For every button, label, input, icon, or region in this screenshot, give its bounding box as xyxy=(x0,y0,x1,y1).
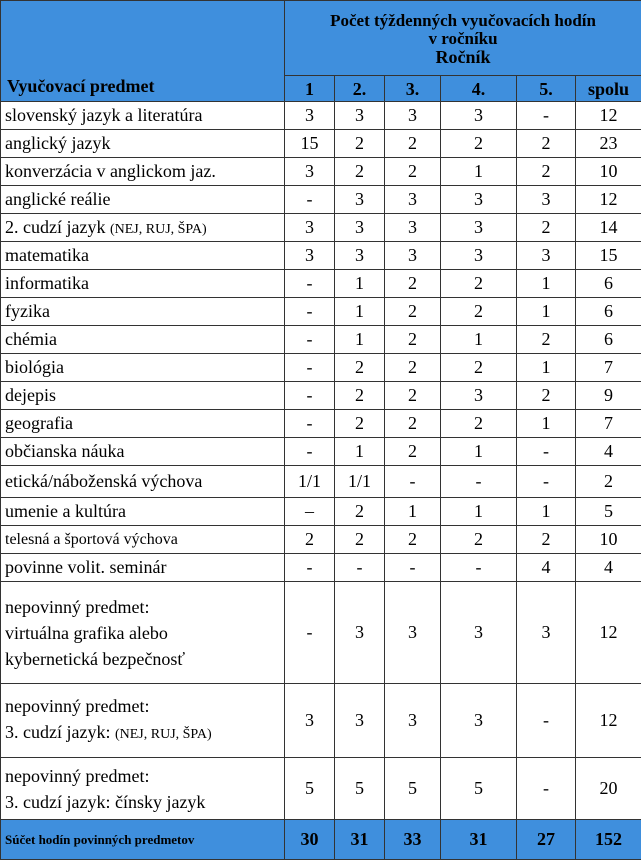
value-cell: 15 xyxy=(576,242,641,270)
subject-cell xyxy=(1,242,285,270)
value-cell: 3 xyxy=(285,158,335,186)
value-cell: 3 xyxy=(285,102,335,130)
value-cell: 3 xyxy=(335,582,385,684)
optional-row xyxy=(1,684,641,758)
table-row xyxy=(1,186,641,214)
value-cell: 12 xyxy=(576,684,641,758)
value-cell: 2 xyxy=(335,498,385,526)
value-cell: - xyxy=(335,554,385,582)
col-header-3: 3. xyxy=(385,76,441,102)
optional-subject-rows xyxy=(1,582,641,820)
table-row xyxy=(1,438,641,466)
table-row xyxy=(1,554,641,582)
value-cell: 2 xyxy=(385,130,441,158)
table-row xyxy=(1,270,641,298)
table-row xyxy=(1,410,641,438)
col-header-4: 4. xyxy=(441,76,517,102)
subject-name: občianska náuka xyxy=(5,441,124,461)
value-cell: 9 xyxy=(576,382,641,410)
value-cell: 1 xyxy=(335,270,385,298)
value-cell: - xyxy=(285,186,335,214)
value-cell: 2 xyxy=(441,354,517,382)
value-cell: 3 xyxy=(441,382,517,410)
subject-name: anglické reálie xyxy=(5,189,110,209)
subject-name: umenie a kultúra xyxy=(5,501,126,521)
value-cell: 2 xyxy=(335,158,385,186)
value-cell: 2 xyxy=(517,382,576,410)
subject-cell xyxy=(1,130,285,158)
table-row xyxy=(1,382,641,410)
optional-subject-cell xyxy=(1,758,285,820)
value-cell: 2 xyxy=(385,270,441,298)
value-cell: - xyxy=(285,438,335,466)
subject-rows xyxy=(1,102,641,582)
subject-cell xyxy=(1,354,285,382)
value-cell: 3 xyxy=(385,102,441,130)
grade-label: Ročník xyxy=(289,48,637,66)
table-row xyxy=(1,102,641,130)
value-cell: 3 xyxy=(285,242,335,270)
value-cell: 2 xyxy=(517,130,576,158)
value-cell: - xyxy=(385,466,441,498)
value-cell: 12 xyxy=(576,186,641,214)
col-header-total: spolu xyxy=(576,76,641,102)
value-cell: 2 xyxy=(385,354,441,382)
total-value-3: 33 xyxy=(385,820,441,860)
value-cell: 3 xyxy=(385,214,441,242)
value-cell: 6 xyxy=(576,270,641,298)
table-row xyxy=(1,466,641,498)
value-cell: 2 xyxy=(385,382,441,410)
subject-name: chémia xyxy=(5,329,57,349)
value-cell: 2 xyxy=(285,526,335,554)
optional-subject-line: virtuálna grafika alebo xyxy=(5,620,280,646)
table-row xyxy=(1,498,641,526)
value-cell: 1 xyxy=(335,326,385,354)
value-cell: 3 xyxy=(385,242,441,270)
optional-subject-cell xyxy=(1,684,285,758)
value-cell: 2 xyxy=(517,526,576,554)
value-cell: - xyxy=(285,582,335,684)
value-cell: - xyxy=(285,554,335,582)
optional-subject-line: 3. cudzí jazyk: čínsky jazyk xyxy=(5,789,280,815)
value-cell: 3 xyxy=(285,214,335,242)
value-cell: 3 xyxy=(517,582,576,684)
value-cell: 10 xyxy=(576,526,641,554)
value-cell: 3 xyxy=(441,214,517,242)
value-cell: 2 xyxy=(441,270,517,298)
subject-name: etická/náboženská výchova xyxy=(5,471,202,491)
col-header-2: 2. xyxy=(335,76,385,102)
subject-name: anglický jazyk xyxy=(5,133,110,153)
value-cell: 5 xyxy=(576,498,641,526)
value-cell: 20 xyxy=(576,758,641,820)
value-cell: 5 xyxy=(335,758,385,820)
value-cell: 1/1 xyxy=(285,466,335,498)
value-cell: - xyxy=(285,270,335,298)
value-cell: - xyxy=(385,554,441,582)
optional-row xyxy=(1,582,641,684)
value-cell: – xyxy=(285,498,335,526)
value-cell: - xyxy=(285,382,335,410)
value-cell: 5 xyxy=(441,758,517,820)
optional-subject-line: nepovinný predmet: xyxy=(5,693,280,719)
table-row xyxy=(1,158,641,186)
col-header-1: 1 xyxy=(285,76,335,102)
subject-name: biológia xyxy=(5,357,64,377)
subject-cell xyxy=(1,554,285,582)
value-cell: 1 xyxy=(517,410,576,438)
subject-note: (NEJ, RUJ, ŠPA) xyxy=(110,222,207,237)
total-row xyxy=(1,820,641,860)
table-row xyxy=(1,130,641,158)
value-cell: 10 xyxy=(576,158,641,186)
value-cell: - xyxy=(285,326,335,354)
subject-cell xyxy=(1,498,285,526)
total-value-2: 31 xyxy=(335,820,385,860)
subject-name: 2. cudzí jazyk xyxy=(5,217,105,237)
value-cell: 2 xyxy=(335,130,385,158)
optional-subject-line: kybernetická bezpečnosť xyxy=(5,646,280,672)
value-cell: 2 xyxy=(441,130,517,158)
optional-subject-line-wrap xyxy=(5,719,280,748)
value-cell: - xyxy=(441,554,517,582)
value-cell: - xyxy=(517,684,576,758)
subject-name: dejepis xyxy=(5,385,56,405)
value-cell: - xyxy=(517,758,576,820)
value-cell: - xyxy=(517,102,576,130)
value-cell: 2 xyxy=(385,410,441,438)
table-row xyxy=(1,354,641,382)
value-cell: 4 xyxy=(576,554,641,582)
value-cell: 3 xyxy=(385,582,441,684)
value-cell: 2 xyxy=(517,326,576,354)
value-cell: 1 xyxy=(517,270,576,298)
value-cell: 3 xyxy=(441,582,517,684)
value-cell: - xyxy=(285,354,335,382)
value-cell: - xyxy=(285,298,335,326)
optional-subject-cell xyxy=(1,582,285,684)
value-cell: 2 xyxy=(385,298,441,326)
subject-name: povinne volit. seminár xyxy=(5,557,166,577)
value-cell: 3 xyxy=(285,684,335,758)
value-cell: 2 xyxy=(441,526,517,554)
value-cell: 12 xyxy=(576,102,641,130)
table-row xyxy=(1,526,641,554)
value-cell: 23 xyxy=(576,130,641,158)
value-cell: 2 xyxy=(335,382,385,410)
value-cell: 2 xyxy=(385,326,441,354)
optional-subject-line: nepovinný predmet: xyxy=(5,594,280,620)
value-cell: 1 xyxy=(517,298,576,326)
value-cell: 4 xyxy=(576,438,641,466)
value-cell: 6 xyxy=(576,326,641,354)
value-cell: - xyxy=(517,438,576,466)
value-cell: 14 xyxy=(576,214,641,242)
value-cell: 12 xyxy=(576,582,641,684)
value-cell: 1 xyxy=(441,498,517,526)
subject-cell xyxy=(1,382,285,410)
value-cell: 3 xyxy=(441,684,517,758)
total-value-1: 30 xyxy=(285,820,335,860)
subject-name: slovenský jazyk a literatúra xyxy=(5,105,202,125)
value-cell: - xyxy=(285,410,335,438)
value-cell: 1 xyxy=(441,438,517,466)
value-cell: 1 xyxy=(517,498,576,526)
value-cell: 5 xyxy=(285,758,335,820)
value-cell: - xyxy=(441,466,517,498)
subject-cell xyxy=(1,158,285,186)
value-cell: 2 xyxy=(335,354,385,382)
total-value-sum: 152 xyxy=(576,820,641,860)
value-cell: - xyxy=(517,466,576,498)
value-cell: 3 xyxy=(441,242,517,270)
value-cell: 2 xyxy=(385,158,441,186)
value-cell: 3 xyxy=(517,242,576,270)
value-cell: 5 xyxy=(385,758,441,820)
subject-column-header: Vyučovací predmet xyxy=(1,1,285,102)
value-cell: 7 xyxy=(576,354,641,382)
table-row xyxy=(1,298,641,326)
optional-subject-line: 3. cudzí jazyk: xyxy=(5,722,110,742)
value-cell: 4 xyxy=(517,554,576,582)
subject-cell xyxy=(1,410,285,438)
hours-title-line2: v ročníku xyxy=(289,30,637,48)
value-cell: 1 xyxy=(335,298,385,326)
subject-name: konverzácia v anglickom jaz. xyxy=(5,161,216,181)
total-label: Súčet hodín povinných predmetov xyxy=(1,820,285,860)
value-cell: 1 xyxy=(441,158,517,186)
value-cell: 2 xyxy=(441,410,517,438)
value-cell: 2 xyxy=(517,214,576,242)
table-row xyxy=(1,214,641,242)
hours-title-header xyxy=(285,1,641,76)
value-cell: 2 xyxy=(335,526,385,554)
subject-cell xyxy=(1,214,285,242)
value-cell: 2 xyxy=(385,438,441,466)
value-cell: 3 xyxy=(335,214,385,242)
subject-name: geografia xyxy=(5,413,73,433)
optional-subject-line: nepovinný predmet: xyxy=(5,763,280,789)
value-cell: 2 xyxy=(335,410,385,438)
value-cell: 3 xyxy=(335,242,385,270)
table-row xyxy=(1,242,641,270)
subject-cell xyxy=(1,466,285,498)
total-value-5: 27 xyxy=(517,820,576,860)
subject-cell xyxy=(1,438,285,466)
value-cell: 7 xyxy=(576,410,641,438)
value-cell: 1 xyxy=(385,498,441,526)
subject-note: (NEJ, RUJ, ŠPA) xyxy=(115,727,212,742)
value-cell: 2 xyxy=(441,298,517,326)
header-row-top xyxy=(1,1,641,76)
value-cell: 3 xyxy=(335,102,385,130)
table-row xyxy=(1,326,641,354)
value-cell: 3 xyxy=(385,186,441,214)
total-value-4: 31 xyxy=(441,820,517,860)
value-cell: 2 xyxy=(576,466,641,498)
value-cell: 3 xyxy=(441,102,517,130)
subject-cell xyxy=(1,326,285,354)
value-cell: 3 xyxy=(335,186,385,214)
value-cell: 3 xyxy=(441,186,517,214)
value-cell: 2 xyxy=(385,526,441,554)
subject-name: fyzika xyxy=(5,301,50,321)
subject-cell xyxy=(1,270,285,298)
value-cell: 2 xyxy=(517,158,576,186)
subject-name: telesná a športová výchova xyxy=(5,531,178,548)
value-cell: 1 xyxy=(441,326,517,354)
value-cell: 3 xyxy=(385,684,441,758)
value-cell: 3 xyxy=(335,684,385,758)
subject-name: informatika xyxy=(5,273,89,293)
value-cell: 1 xyxy=(335,438,385,466)
hours-title-line1: Počet týždenných vyučovacích hodín xyxy=(289,12,637,30)
subject-name: matematika xyxy=(5,245,89,265)
value-cell: 3 xyxy=(517,186,576,214)
optional-row xyxy=(1,758,641,820)
subject-cell xyxy=(1,526,285,554)
value-cell: 6 xyxy=(576,298,641,326)
subject-cell xyxy=(1,102,285,130)
value-cell: 1/1 xyxy=(335,466,385,498)
value-cell: 1 xyxy=(517,354,576,382)
value-cell: 15 xyxy=(285,130,335,158)
subject-cell xyxy=(1,298,285,326)
col-header-5: 5. xyxy=(517,76,576,102)
subject-cell xyxy=(1,186,285,214)
